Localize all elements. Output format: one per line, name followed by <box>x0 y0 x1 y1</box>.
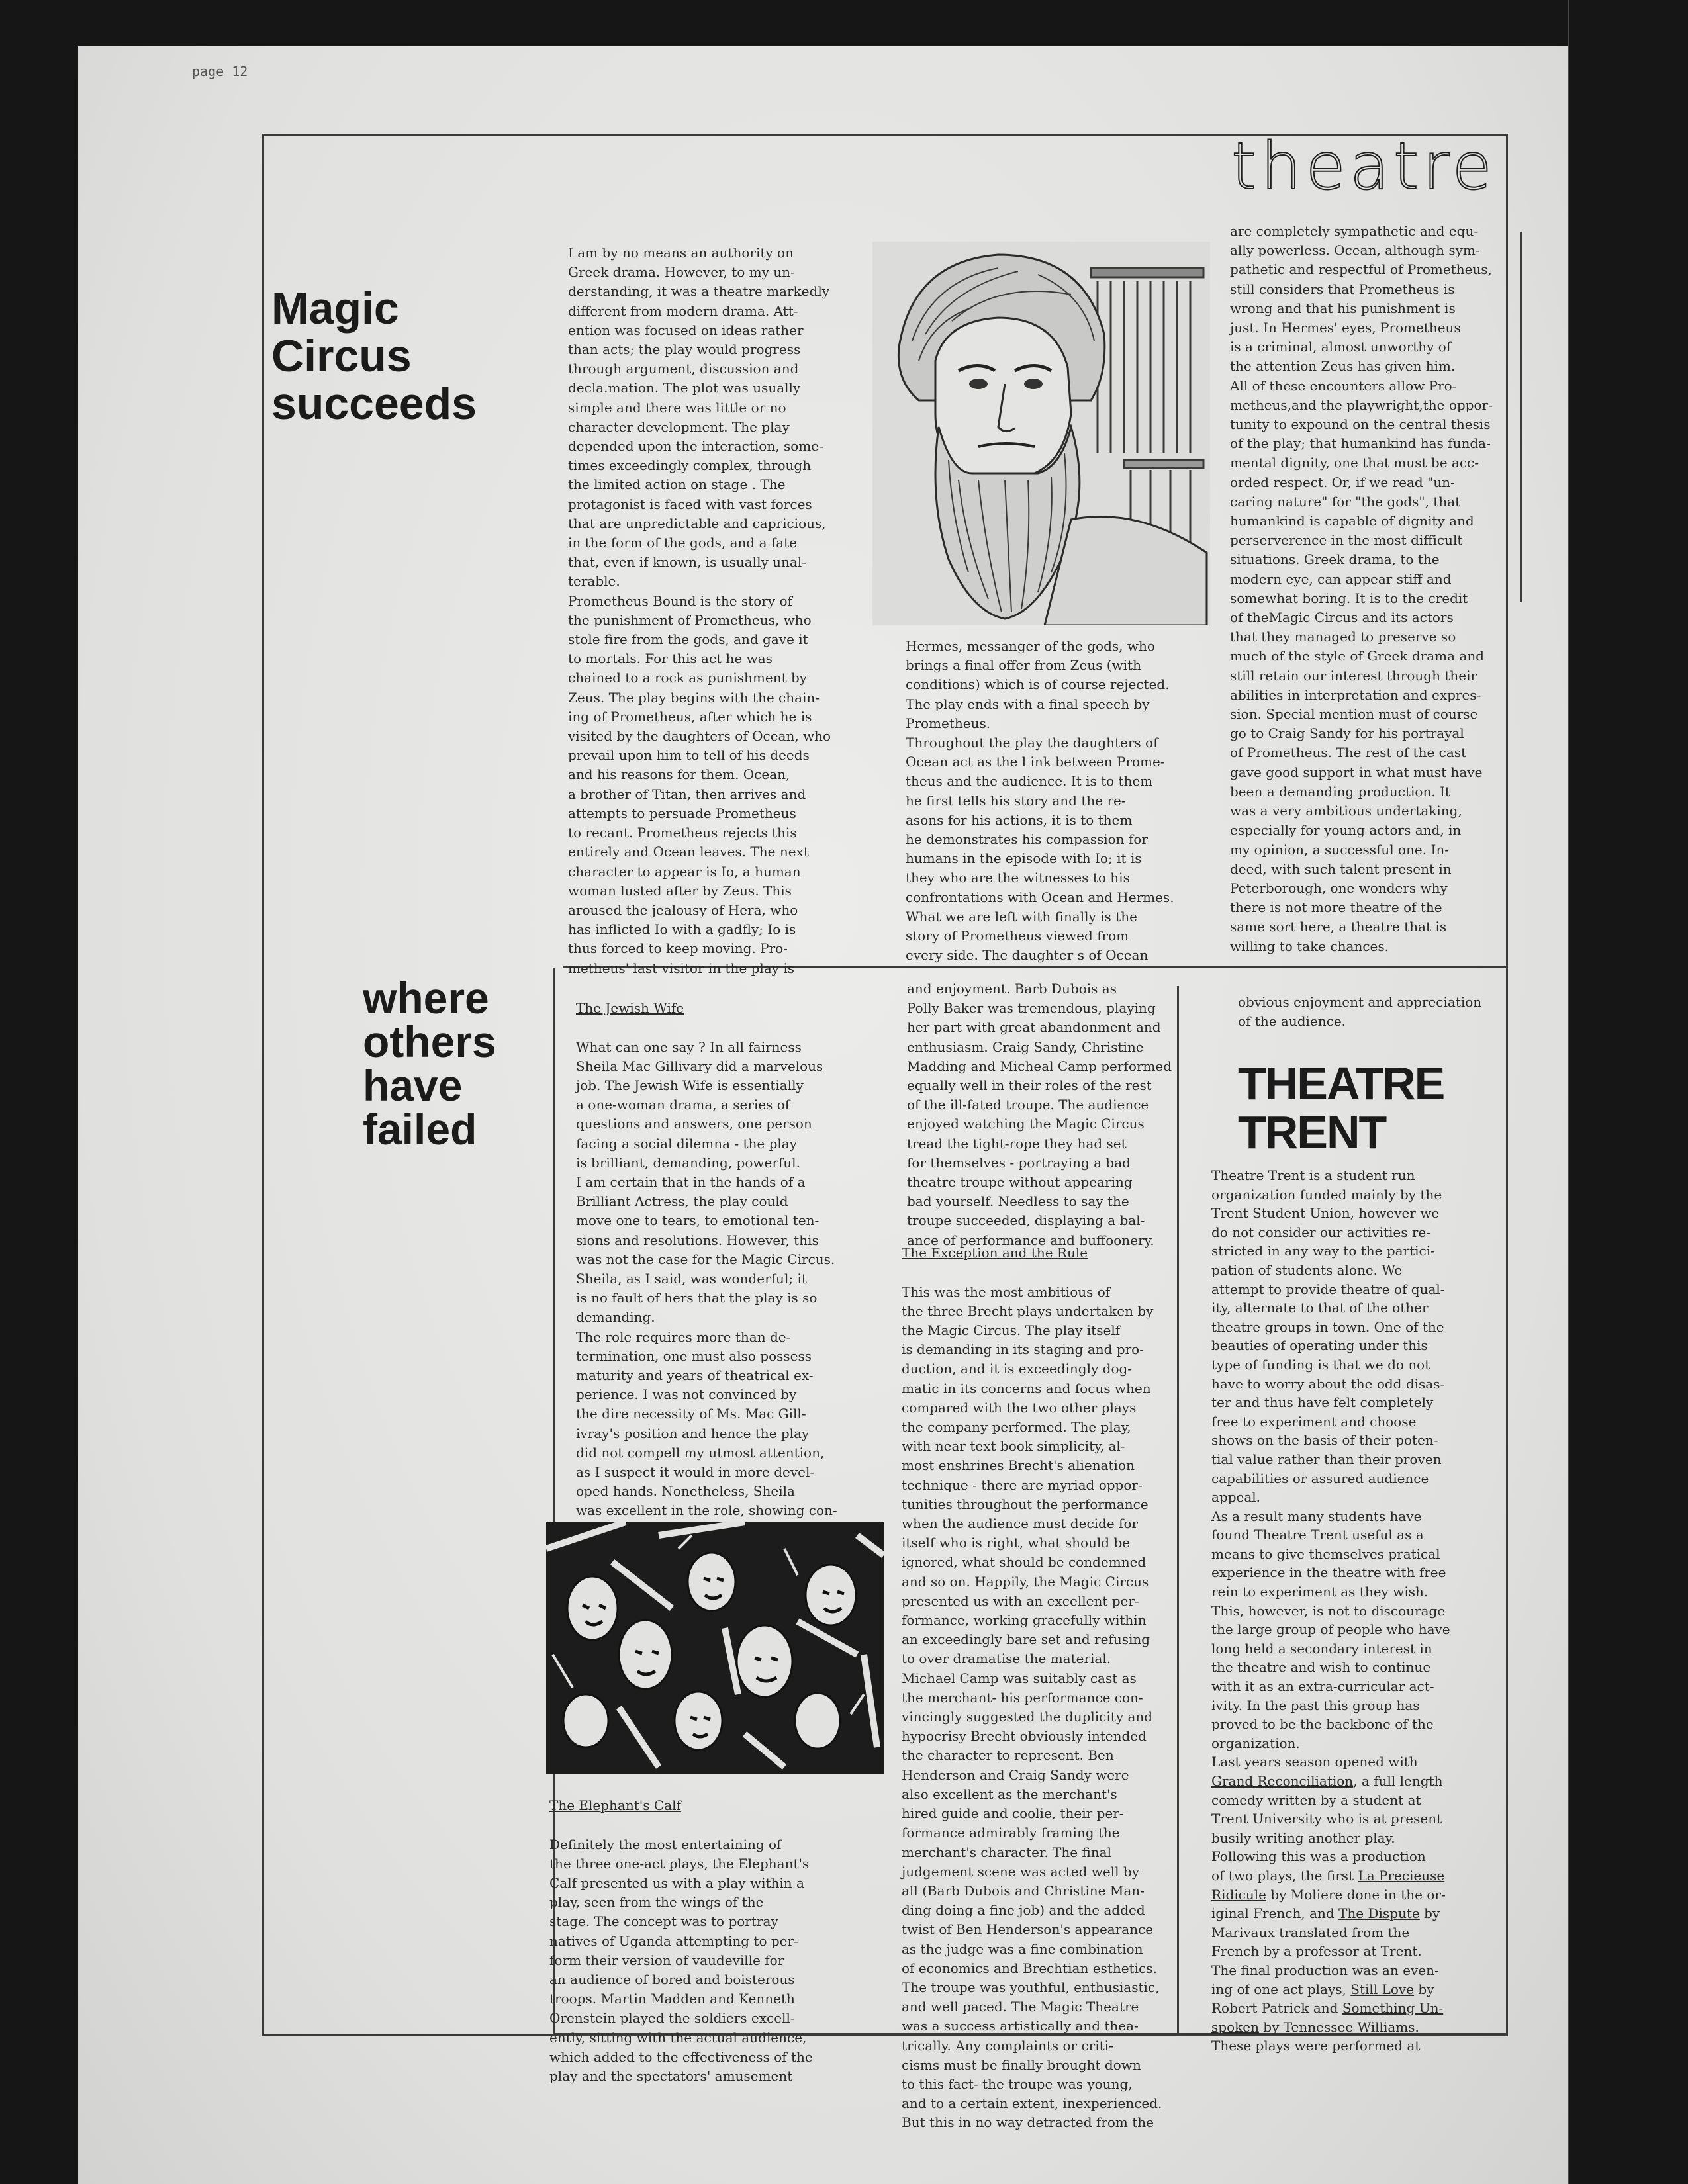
theatre-trent-article <box>1211 1166 1506 2056</box>
brecht-woodcut-illustration <box>546 1522 884 1774</box>
prometheus-illustration <box>872 242 1210 625</box>
headline-theatre-trent: THEATRE TRENT <box>1238 1058 1444 1159</box>
exception-rule-text: This was the most ambitious of the three Brecht plays undertaken by the Magic Circus. The play itself is demanding in its staging and pro- duction, and it is exceedingly dog- matic in its concerns and focus when compared with the two other plays the company performed. The play, with near text book simplicity, al- most enshrines Brecht's alienation technique - there are myriad oppor- tunities throughout the performance when the audience must decide for itself who is right, what should be ignored, what should be condemned and so on. Happily, the Magic Circus presented us with an excellent per- formance, working gracefully within an exceedingly bare set and refusing to over dramatise the material. Michael Camp was suitably cast as the merchant- his performance con- vincingly suggested the duplicity and hypocrisy Brecht obviously intended the character to represent. Ben Henderson and Craig Sandy were also excellent as the merchant's hired guide and coolie, their per- formance admirably framing the merchant's character. The final judgement scene was acted well by all (Barb Dubois and Christine Man- ding doing a fine job) and the added twist of Ben Henderson's appearance as the judge was a fine combination of economics and Brechtian esthetics. The troupe was youthful, enthusiastic, and well paced. The Magic Theatre was a success artistically and thea- trically. Any complaints or criti- cisms must be finally brought down to this fact- the troupe was young, and to a certain extent, inexperienced. But this in no way detracted from the <box>902 1283 1162 2131</box>
theatre-trent-para-1: Theatre Trent is a student run organization funded mainly by the Trent Student Union, however we do not consider our activities re- stricted in any way to the partici- pation of students alone. We attempt to provide theatre of qual- ity, alternate to that of the other theatre groups in town. One of the beauties of operating under this type of funding is that we do not have to worry about the odd disas- ter and thus have felt completely free to experiment and choose shows on the basis of their poten- tial value rather than their proven capabilities or assured audience appeal. <box>1211 1167 1445 1506</box>
section-title: theatre <box>1231 129 1496 205</box>
title-grand-reconciliation: Grand Reconciliation <box>1211 1773 1354 1789</box>
elephants-calf-continued: and enjoyment. Barb Dubois as Polly Baker was tremendous, playing her part with great abandonment and enthusiasm. Craig Sandy, Christine Madding and Micheal Camp performed equally well in their roles of the rest of the ill-fated troupe. The audience enjoyed watching the Magic Circus tread the tight-rope they had set for themselves - portraying a bad theatre troupe without appearing bad yourself. Needless to say the troupe succeeded, displaying a bal- ance of performance and buffoonery. <box>907 981 1172 1248</box>
title-something-unspoken: Something Un- spoken <box>1211 2000 1444 2035</box>
theatre-trent-para-2: As a result many students have found Theatre Trent useful as a means to give themselves pratical experience in the theatre with free rein to experiment as they wish. This, however, is not to discourage the large group of people who have long held a secondary interest in the theatre and wish to continue with it as an extra-curricular act- ivity. In the past this group has proved to be the backbone of the organization. <box>1211 1508 1450 1751</box>
jewish-wife-text: What can one say ? In all fairness Sheila Mac Gillivary did a marvelous job. The Jewish Wife is essentially a one-woman drama, a series of questions and answers, one person facing a social dilemna - the play is brilliant, demanding, powerful. I am certain that in the hands of a Brilliant Actress, the play could move one to tears, to emotional ten- sions and resolutions. However, this was not the case for the Magic Circus. Sheila, as I said, was wonderful; it is no fault of hers that the play is so demanding. The role requires more than de- termination, one must also possess maturity and years of theatrical ex- perience. I was not convinced by the dire necessity of Ms. Mac Gill- ivray's position and hence the play did not compell my utmost attention, as I suspect it would in more devel- oped hands. Nonetheless, Sheila was excellent in the role, showing con- <box>576 1038 837 1519</box>
elephants-calf-section <box>549 1777 880 2086</box>
page-edge <box>1568 0 1569 2184</box>
headline-where-others: where others have failed <box>363 974 496 1154</box>
title-still-love: Still Love <box>1350 1981 1415 1997</box>
theatre-trent-para-4b: by Tennessee Williams. These plays were performed at <box>1211 2019 1421 2054</box>
article-column-3: are completely sympathetic and equ- ally powerless. Ocean, although sym- pathetic and respectful of Prometheus, still considers that Prometheus is wrong and that his punishment is just. In Hermes' eyes, Prometheus is a criminal, almost unworthy of the attention Zeus has given him. All of these encounters allow Pro- metheus,and the playwright,the oppor- tunity to expound on the central thesis of the play; that humankind has funda- mental dignity, one that must be acc- orded respect. Or, if we read "un- caring nature" for "the gods", that humankind is capable of dignity and perserverence in the most difficult situations. Greek drama, to the modern eye, can appear stiff and somewhat boring. It is to the credit of theMagic Circus and its actors that they managed to preserve so much of the style of Greek drama and still retain our interest through their abilities in interpretation and expres- sion. Special mention must of course go to Craig Sandy for his portrayal of Prometheus. The rest of the cast gave good support in what must have been a demanding production. It was a very ambitious undertaking, especially for young actors and, in my opinion, a successful one. In- deed, with such talent present in Peterborough, one wonders why there is not more theatre of the same sort here, a theatre that is willing to take chances. <box>1230 223 1493 954</box>
exception-rule-ending: obvious enjoyment and appreciation of the audience. <box>1238 994 1482 1030</box>
theatre-trent-para-3d: by Marivaux translated from the French by a professor at Trent. The final production was an even- ing of one act plays, <box>1211 1905 1440 1997</box>
theatre-trent-para-3: Last years season opened with <box>1211 1754 1418 1770</box>
title-la-precieuse-ridicule: La Precieuse Ridicule <box>1211 1867 1445 1903</box>
jewish-wife-heading: The Jewish Wife <box>576 1000 684 1017</box>
theatre-trent-para-3b: , a full length comedy written by a student at Trent University who is at present busily writing another play. Following this was a production of two plays, the first <box>1211 1773 1443 1884</box>
exception-rule-heading: The Exception and the Rule <box>902 1245 1088 1261</box>
headline-magic-circus: Magic Circus succeeds <box>271 283 477 430</box>
elephants-calf-text: Definitely the most entertaining of the three one-act plays, the Elephant's Calf presented us with a play within a play, seen from the wings of the stage. The concept was to portray natives of Uganda attempting to per- form their version of vaudeville for an audience of bored and boisterous troops. Martin Madden and Kenneth Orenstein played the soldiers excell- ently, sitting with the actual audience, which added to the effectiveness of the play and the spectators' amusement <box>549 1836 813 2085</box>
title-the-dispute: The Dispute <box>1338 1905 1420 1922</box>
page-number: page 12 <box>192 64 248 79</box>
exception-rule-section <box>902 1224 1213 2133</box>
elephants-calf-heading: The Elephant's Calf <box>549 1797 681 1814</box>
article-column-2: Hermes, messanger of the gods, who brings a final offer from Zeus (with conditions) which is of course rejected. The play ends with a final speech by Prometheus. Throughout the play the daughters of Ocean act as the l ink between Prome- theus and the audience. It is to them he first tells his story and the re- asons for his actions, it is to them he demonstrates his compassion for humans in the episode with Io; it is they who are the witnesses to his confrontations with Ocean and Hermes. What we are left with finally is the story of Prometheus viewed from every side. The daughter s of Ocean <box>906 638 1174 964</box>
theatre-trent-para-3c: by Moliere done in the or- iginal French, and <box>1211 1886 1446 1922</box>
article-column-1: I am by no means an authority on Greek drama. However, to my un- derstanding, it was a theatre markedly different from modern drama. Att- ention was focused on ideas rather than acts; the play would progress through argument, discussion and decla.mation. The plot was usually simple and there was little or no character development. The play depended upon the interaction, some- times exceedingly complex, through the limited action on stage . The protagonist is faced with vast forces that are unpredictable and capricious, in the form of the gods, and a fate that, even if known, is usually unal- terable. Prometheus Bound is the story of the punishment of Prometheus, who stole fire from the gods, and gave it to mortals. For this act he was chained to a rock as punishment by Zeus. The play begins with the chain- ing of Prometheus, after which he is visited by the daughters of Ocean, who prevail upon him to tell of his deeds and his reasons for them. Ocean, a brother of Titan, then arrives and attempts to persuade Prometheus to recant. Prometheus rejects this entirely and Ocean leaves. The next character to appear is Io, a human woman lusted after by Zeus. This aroused the jealousy of Hera, who has inflicted Io with a gadfly; Io is thus forced to keep moving. Pro- metheus' last visitor in the play is <box>568 245 831 976</box>
jewish-wife-section <box>576 979 880 1598</box>
theatre-trent-para-4a: by Robert Patrick and <box>1211 1981 1434 2017</box>
